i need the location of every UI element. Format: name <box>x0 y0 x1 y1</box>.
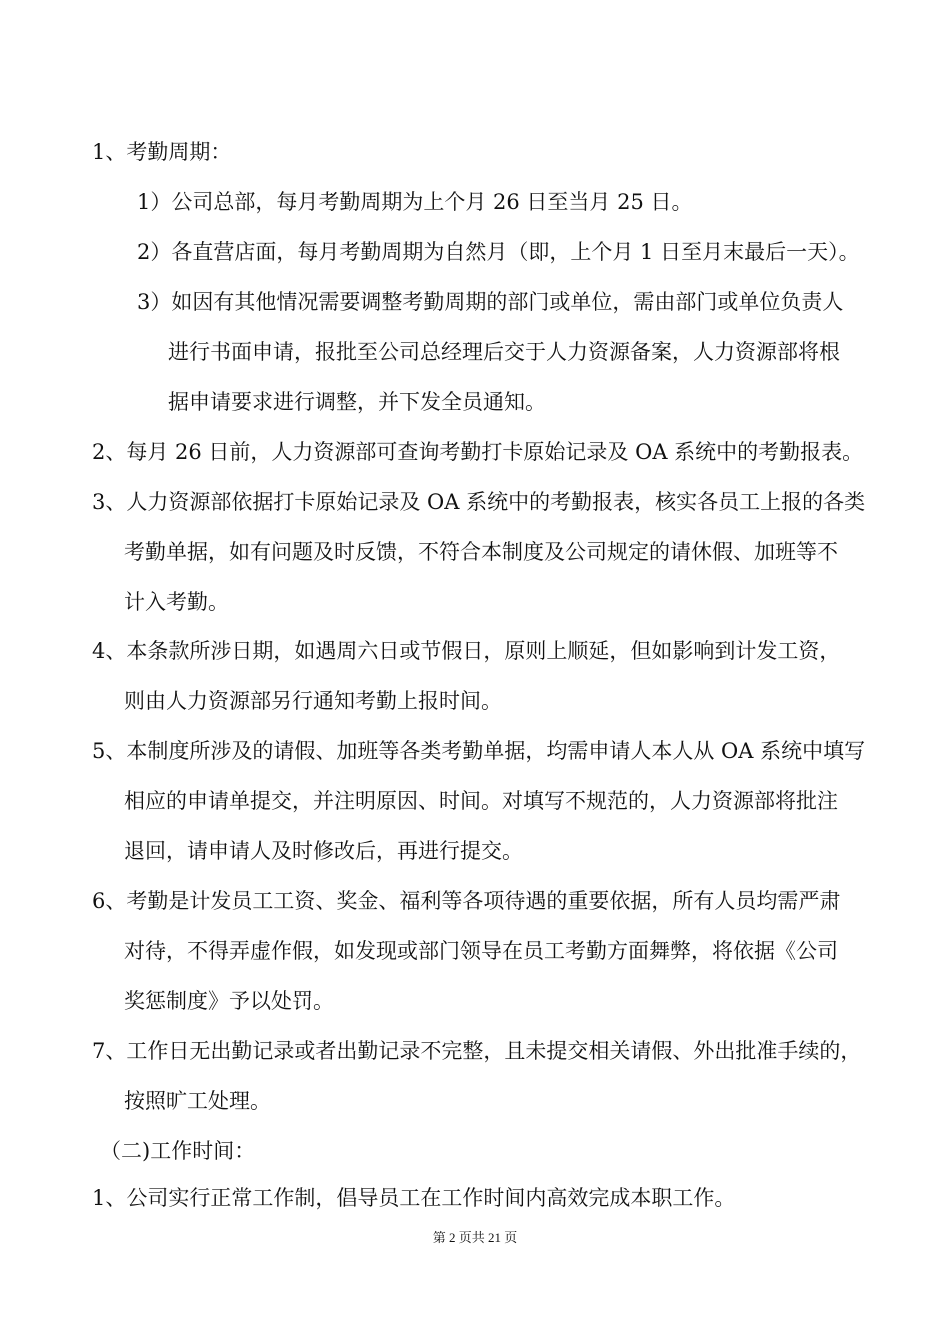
text-line: 3）如因有其他情况需要调整考勤周期的部门或单位，需由部门或单位负责人 <box>137 290 844 314</box>
text-line: 1、考勤周期： <box>92 140 232 164</box>
text-line: 1、公司实行正常工作制，倡导员工在工作时间内高效完成本职工作。 <box>92 1186 736 1210</box>
text-line: 奖惩制度》予以处罚。 <box>124 989 334 1013</box>
text-line: 对待，不得弄虚作假，如发现或部门领导在员工考勤方面舞弊，将依据《公司 <box>124 939 838 963</box>
text-line: 2、每月 26 日前，人力资源部可查询考勤打卡原始记录及 OA 系统中的考勤报表。 <box>92 440 864 464</box>
text-line: 4、本条款所涉日期，如遇周六日或节假日，原则上顺延，但如影响到计发工资， <box>92 639 841 663</box>
text-line: 5、本制度所涉及的请假、加班等各类考勤单据，均需申请人本人从 OA 系统中填写 <box>92 739 866 763</box>
text-line: 2）各直营店面，每月考勤周期为自然月（即，上个月 1 日至月末最后一天）。 <box>137 240 860 264</box>
section-heading: （二)工作时间： <box>100 1139 256 1163</box>
page-number: 第 2 页共 21 页 <box>432 1230 518 1245</box>
text-line: 7、工作日无出勤记录或者出勤记录不完整，且未提交相关请假、外出批准手续的， <box>92 1039 862 1063</box>
text-line: 计入考勤。 <box>124 590 229 614</box>
text-line: 退回，请申请人及时修改后，再进行提交。 <box>124 839 523 863</box>
text-line: 1）公司总部，每月考勤周期为上个月 26 日至当月 25 日。 <box>137 190 693 214</box>
text-line: 3、人力资源部依据打卡原始记录及 OA 系统中的考勤报表，核实各员工上报的各类 <box>92 490 866 514</box>
text-line: 则由人力资源部另行通知考勤上报时间。 <box>124 689 502 713</box>
text-line: 按照旷工处理。 <box>124 1089 271 1113</box>
text-line: 进行书面申请，报批至公司总经理后交于人力资源备案，人力资源部将根 <box>168 340 840 364</box>
text-line: 据申请要求进行调整，并下发全员通知。 <box>168 390 546 414</box>
text-line: 相应的申请单提交，并注明原因、时间。对填写不规范的，人力资源部将批注 <box>124 789 838 813</box>
text-line: 6、考勤是计发员工工资、奖金、福利等各项待遇的重要依据，所有人员均需严肃 <box>92 889 841 913</box>
text-line: 考勤单据，如有问题及时反馈，不符合本制度及公司规定的请休假、加班等不 <box>124 540 838 564</box>
